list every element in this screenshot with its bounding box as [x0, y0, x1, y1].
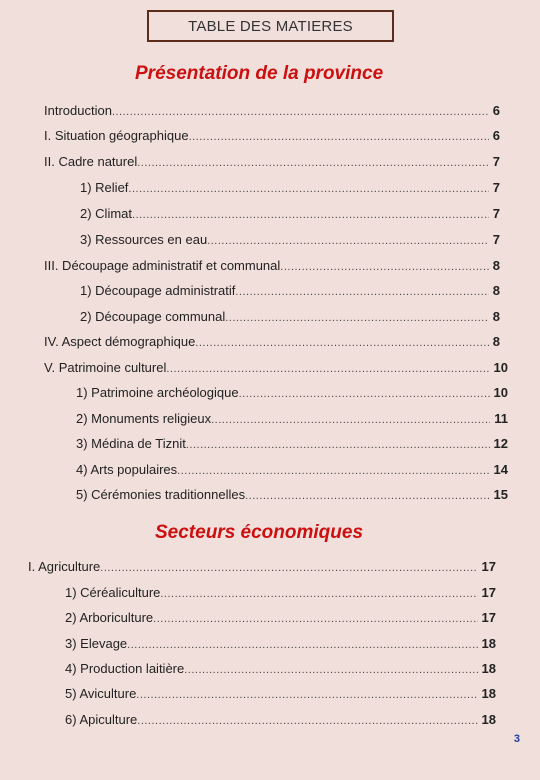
toc-entry-page: 14: [493, 462, 508, 477]
toc-entry-page: 18: [481, 712, 496, 727]
toc-entry-label: 6) Apiculture: [65, 712, 138, 727]
toc-leader-dots: [100, 562, 477, 574]
toc-entry[interactable]: [44, 154, 500, 169]
toc-leader-dots: [211, 414, 490, 426]
toc-entry-page: 18: [481, 636, 496, 651]
toc-entry-label: 2) Arboriculture: [65, 610, 154, 625]
toc-entry-label: 1) Céréaliculture: [65, 585, 161, 600]
toc-leader-dots: [153, 613, 477, 625]
toc-entry-page: 7: [492, 232, 500, 247]
toc-leader-dots: [280, 261, 488, 273]
toc-entry-page: 7: [492, 180, 500, 195]
toc-leader-dots: [132, 209, 489, 221]
section-heading-secteurs: Secteurs économiques: [155, 522, 364, 543]
toc-entry-page: 6: [492, 128, 500, 143]
toc-entry[interactable]: [44, 334, 500, 349]
toc-entry[interactable]: [80, 283, 500, 298]
toc-entry-page: 8: [492, 258, 500, 273]
toc-leader-dots: [137, 715, 477, 727]
toc-entry-label: 3) Elevage: [65, 636, 128, 651]
toc-entry-label: 1) Relief: [80, 180, 129, 195]
toc-entry[interactable]: [80, 309, 500, 324]
toc-leader-dots: [127, 639, 477, 651]
toc-leader-dots: [189, 131, 489, 143]
section-heading-presentation: Présentation de la province: [135, 63, 384, 84]
toc-leader-dots: [239, 388, 490, 400]
toc-leader-dots: [112, 106, 489, 118]
toc-entry-label: 2) Découpage communal: [80, 309, 226, 324]
toc-entry-page: 17: [481, 585, 496, 600]
toc-entry-label: 4) Production laitière: [65, 661, 185, 676]
toc-entry[interactable]: [65, 686, 496, 701]
toc-entry-label: II. Cadre naturel: [44, 154, 138, 169]
toc-entry-label: Introduction: [44, 103, 112, 118]
toc-entry-label: IV. Aspect démographique: [44, 334, 196, 349]
toc-leader-dots: [160, 588, 477, 600]
toc-entry-page: 18: [481, 686, 496, 701]
toc-entry-page: 17: [481, 559, 496, 574]
toc-entry-page: 8: [492, 283, 500, 298]
toc-entry-page: 7: [492, 206, 500, 221]
toc-entry-page: 15: [493, 487, 508, 502]
toc-entry-label: 2) Monuments religieux: [76, 411, 212, 426]
toc-entry-page: 8: [492, 309, 500, 324]
toc-entry[interactable]: [80, 180, 500, 195]
toc-entry[interactable]: [80, 232, 500, 247]
toc-entry[interactable]: [76, 462, 508, 477]
page-number: 3: [513, 733, 520, 745]
toc-entry-page: 7: [492, 154, 500, 169]
toc-entry-label: I. Situation géographique: [44, 128, 189, 143]
document-title: TABLE DES MATIERES: [147, 10, 394, 42]
toc-entry-label: I. Agriculture: [28, 559, 101, 574]
toc-entry[interactable]: [65, 661, 496, 676]
toc-entry-page: 6: [492, 103, 500, 118]
toc-entry-label: V. Patrimoine culturel: [44, 360, 167, 375]
toc-entry-label: 2) Climat: [80, 206, 133, 221]
toc-entry-label: 1) Patrimoine archéologique: [76, 385, 239, 400]
toc-entry[interactable]: [76, 385, 508, 400]
toc-leader-dots: [235, 286, 488, 298]
toc-leader-dots: [137, 157, 489, 169]
toc-entry[interactable]: [76, 436, 508, 451]
toc-leader-dots: [186, 439, 490, 451]
toc-leader-dots: [166, 363, 489, 375]
toc-entry[interactable]: [28, 559, 496, 574]
toc-entry-page: 18: [481, 661, 496, 676]
toc-entry[interactable]: [80, 206, 500, 221]
toc-entry[interactable]: [44, 103, 500, 118]
toc-entry-label: 3) Médina de Tiznit: [76, 436, 186, 451]
toc-leader-dots: [225, 312, 489, 324]
toc-leader-dots: [245, 490, 489, 502]
toc-leader-dots: [177, 465, 489, 477]
toc-entry-label: 4) Arts populaires: [76, 462, 178, 477]
toc-entry-page: 12: [493, 436, 508, 451]
toc-entry[interactable]: [44, 128, 500, 143]
toc-leader-dots: [207, 235, 489, 247]
toc-leader-dots: [184, 664, 477, 676]
toc-entry[interactable]: [65, 585, 496, 600]
toc-entry-label: 3) Ressources en eau: [80, 232, 208, 247]
toc-entry[interactable]: [44, 258, 500, 273]
toc-entry[interactable]: [76, 411, 508, 426]
toc-entry-label: 5) Aviculture: [65, 686, 137, 701]
toc-entry-page: 8: [492, 334, 500, 349]
toc-leader-dots: [195, 337, 488, 349]
toc-entry[interactable]: [65, 636, 496, 651]
toc-entry[interactable]: [65, 610, 496, 625]
toc-entry-page: 17: [481, 610, 496, 625]
toc-entry-page: 10: [493, 385, 508, 400]
toc-entry[interactable]: [65, 712, 496, 727]
toc-entry[interactable]: [44, 360, 508, 375]
toc-entry-label: 5) Cérémonies traditionnelles: [76, 487, 246, 502]
toc-leader-dots: [128, 183, 488, 195]
toc-entry-label: III. Découpage administratif et communal: [44, 258, 281, 273]
toc-entry-page: 11: [494, 411, 508, 426]
toc-entry-label: 1) Découpage administratif: [80, 283, 236, 298]
toc-entry[interactable]: [76, 487, 508, 502]
toc-entry-page: 10: [493, 360, 508, 375]
toc-leader-dots: [136, 689, 477, 701]
